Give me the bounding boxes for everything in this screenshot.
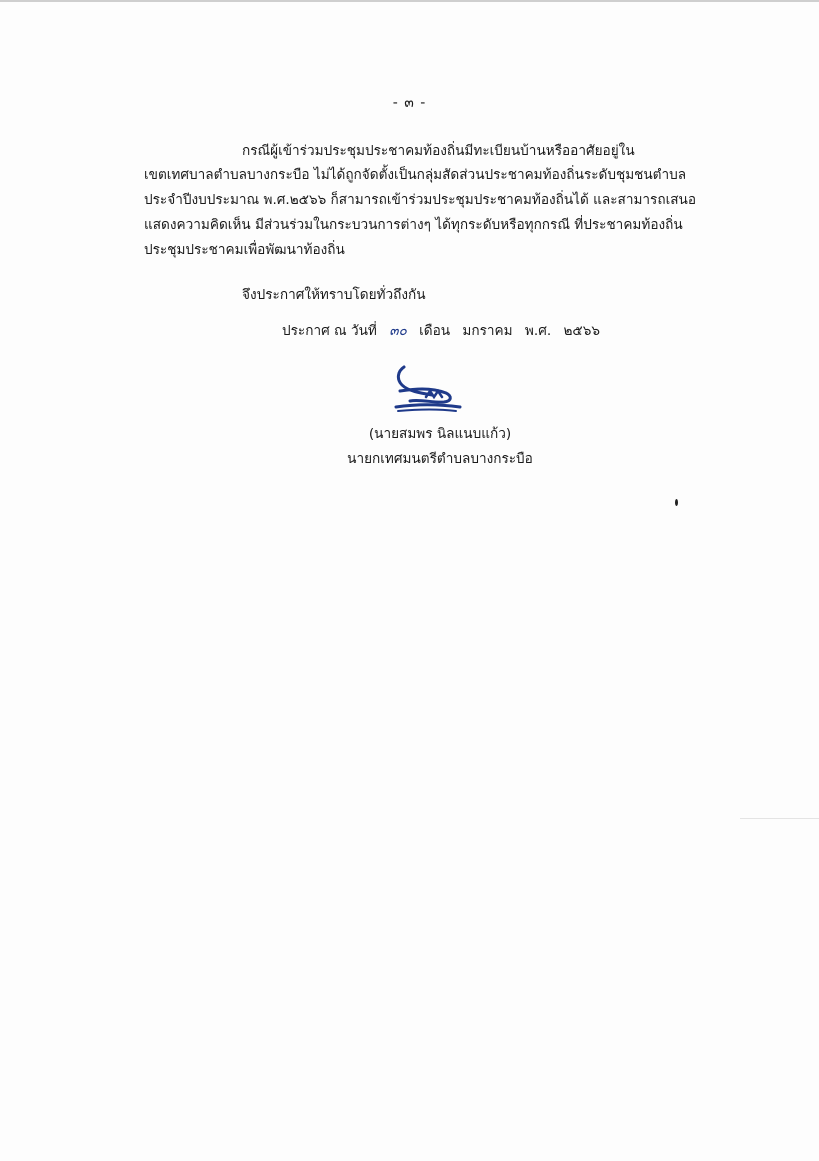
date-year-label: พ.ศ. <box>524 323 552 339</box>
date-year: ๒๕๖๖ <box>563 323 600 339</box>
signer-title: นายกเทศมนตรีตำบลบางกระบือ <box>347 451 533 467</box>
date-prefix: ประกาศ ณ วันที่ <box>282 323 377 339</box>
scan-edge-mark <box>740 818 819 819</box>
ink-dot <box>675 499 678 506</box>
scan-edge-top <box>0 0 819 2</box>
announcement-date <box>282 319 608 341</box>
signer-name: (นายสมพร นิลแนบแก้ว) <box>368 426 512 442</box>
paragraph-line-1: กรณีผู้เข้าร่วมประชุมประชาคมท้องถิ่นมีทะเบียนบ้านหรืออาศัยอยู่ใน <box>242 143 635 159</box>
paragraph-line-2: เขตเทศบาลตำบลบางกระบือ ไม่ได้ถูกจัดตั้งเป็นกลุ่มสัดส่วนประชาคมท้องถิ่นระดับชุมชนตำบล <box>144 167 687 183</box>
signature-icon <box>390 363 466 413</box>
paragraph-line-4: แสดงความคิดเห็น มีส่วนร่วมในกระบวนการต่างๆ ได้ทุกระดับหรือทุกกรณี ที่ประชาคมท้องถิ่น <box>144 217 683 233</box>
paragraph-line-3: ประจำปีงบประมาณ พ.ศ.๒๕๖๖ ก็สามารถเข้าร่วมประชุมประชาคมท้องถิ่นได้ และสามารถเสนอ <box>144 192 696 208</box>
date-month-label: เดือน <box>419 323 451 339</box>
date-day: ๓๐ <box>389 323 407 339</box>
date-month: มกราคม <box>462 323 513 339</box>
closing-statement: จึงประกาศให้ทราบโดยทั่วถึงกัน <box>242 287 426 303</box>
page-number: - ๓ - <box>392 95 427 111</box>
paragraph-line-5: ประชุมประชาคมเพื่อพัฒนาท้องถิ่น <box>144 242 345 258</box>
